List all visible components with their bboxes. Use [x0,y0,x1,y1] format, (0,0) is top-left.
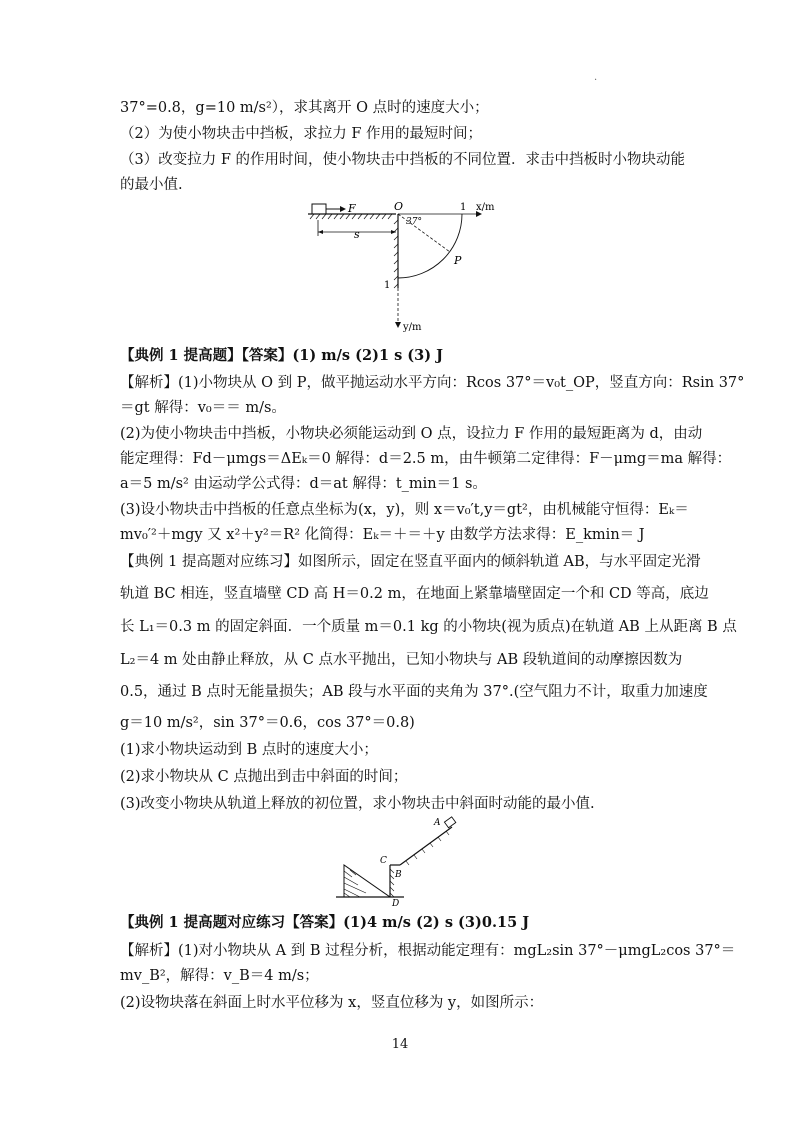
wall-cd-hatch [390,869,394,897]
answer-1-line: ＝gt 解得：v₀＝＝ m/s。 [120,400,286,416]
s-label: s [354,228,360,241]
practice-line: L₂＝4 m 处由静止释放，从 C 点水平抛出，已知小物块与 AB 段轨道间的动摩擦因数为 [120,652,683,668]
practice-line: (1)求小物块运动到 B 点时的速度大小； [120,742,378,758]
answer-1-line: (3)设小物块击中挡板的任意点坐标为(x，y)，则 x＝v₀′t,y＝gt²，由机械能守恒得：Eₖ＝ [120,502,689,518]
answer-2-line: (2)设物块落在斜面上时水平位移为 x，竖直位移为 y，如图所示： [120,995,544,1011]
point-p-label: P [454,254,462,267]
practice-line: g＝10 m/s²，sin 37°＝0.6，cos 37°＝0.8) [120,715,415,731]
problem-line: 37°=0.8，g=10 m/s²），求其离开 O 点时的速度大小； [120,100,489,116]
practice-line: 长 L₁＝0.3 m 的固定斜面．一个质量 m＝0.1 kg 的小物块(视为质点)在轨道 AB 上从距离 B 点 [120,619,737,635]
practice-line: (2)求小物块从 C 点抛出到击中斜面的时间； [120,769,408,785]
problem-line: （2）为使小物块击中挡板，求拉力 F 作用的最短时间； [120,126,483,142]
track-ab [400,827,452,865]
answer-1-line: 能定理得：Fd－μmgs＝ΔEₖ＝0 解得：d＝2.5 m，由牛顿第二定律得：F－μmg＝ma 解得： [120,451,732,467]
y-tick-one: 1 [384,280,391,291]
answer-1-line: 【解析】(1)小物块从 O 到 P，做平抛运动水平方向：Rcos 37°＝v₀t_OP，竖直方向：Rsin 37° [120,375,745,391]
slope-hatch [344,870,366,897]
practice-line: 轨道 BC 相连，竖直墙壁 CD 高 H＝0.2 m，在地面上紧靠墙壁固定一个和 CD 等高，底边 [120,586,709,602]
y-axis-label: y/m [403,322,422,333]
problem-line: （3）改变拉力 F 的作用时间，使小物块击中挡板的不同位置．求击中挡板时小物块动能 [120,152,686,168]
answer-2-line: mv_B²，解得：v_B＝4 m/s； [120,968,319,984]
label-d: D [392,899,400,907]
answer-1-line: mv₀′²＋mgy 又 x²＋y²＝R² 化简得：Eₖ＝＋＝＋y 由数学方法求得：E_kmin＝ J [120,527,645,543]
practice-line: 【典例 1 提高题对应练习】如图所示，固定在竖直平面内的倾斜轨道 AB，与水平固定光滑 [120,554,701,570]
force-label: F [348,202,356,215]
track-ab-hatch [406,831,449,865]
label-b: B [395,870,402,880]
label-a: A [434,818,441,828]
angle-label: 37° [406,217,422,227]
practice-line: (3)改变小物块从轨道上释放的初位置，求小物块击中斜面时动能的最小值. [120,796,595,812]
problem-line: 的最小值. [120,177,183,193]
force-arrowhead [340,206,346,212]
answer-2-line: 【典例 1 提高题对应练习【答案】(1)4 m/s (2) s (3)0.15 J [120,914,530,931]
practice-line: 0.5，通过 B 点时无能量损失；AB 段与水平面的夹角为 37°.(空气阻力不计，取重力加速度 [120,684,708,700]
origin-label: O [394,200,404,213]
answer-1-line: a＝5 m/s² 由运动学公式得：d＝at 解得：t_min＝1 s。 [120,476,487,492]
block-shape [312,204,326,214]
x-axis-label: x/m [476,202,495,213]
corner-mark: . [594,72,598,83]
figure-1-diagram [300,196,520,336]
answer-2-line: 【解析】(1)对小物块从 A 到 B 过程分析，根据动能定理有：mgL₂sin 37°－μmgL₂cos 37°＝ [120,943,736,959]
y-axis-arrow [395,322,401,328]
label-c: C [380,856,387,866]
answer-1-line: (2)为使小物块击中挡板，小物块必须能运动到 O 点，设拉力 F 作用的最短距离为 d，由动 [120,426,703,442]
x-tick-one: 1 [460,202,467,213]
wall-hatch [394,220,398,288]
answer-1-line: 【典例 1 提高题】【答案】(1) m/s (2)1 s (3) J [120,347,444,364]
s-arrow-left [318,230,323,234]
page-number: 14 [391,1037,409,1052]
figure-2-diagram [330,815,470,907]
block-a [444,817,455,828]
